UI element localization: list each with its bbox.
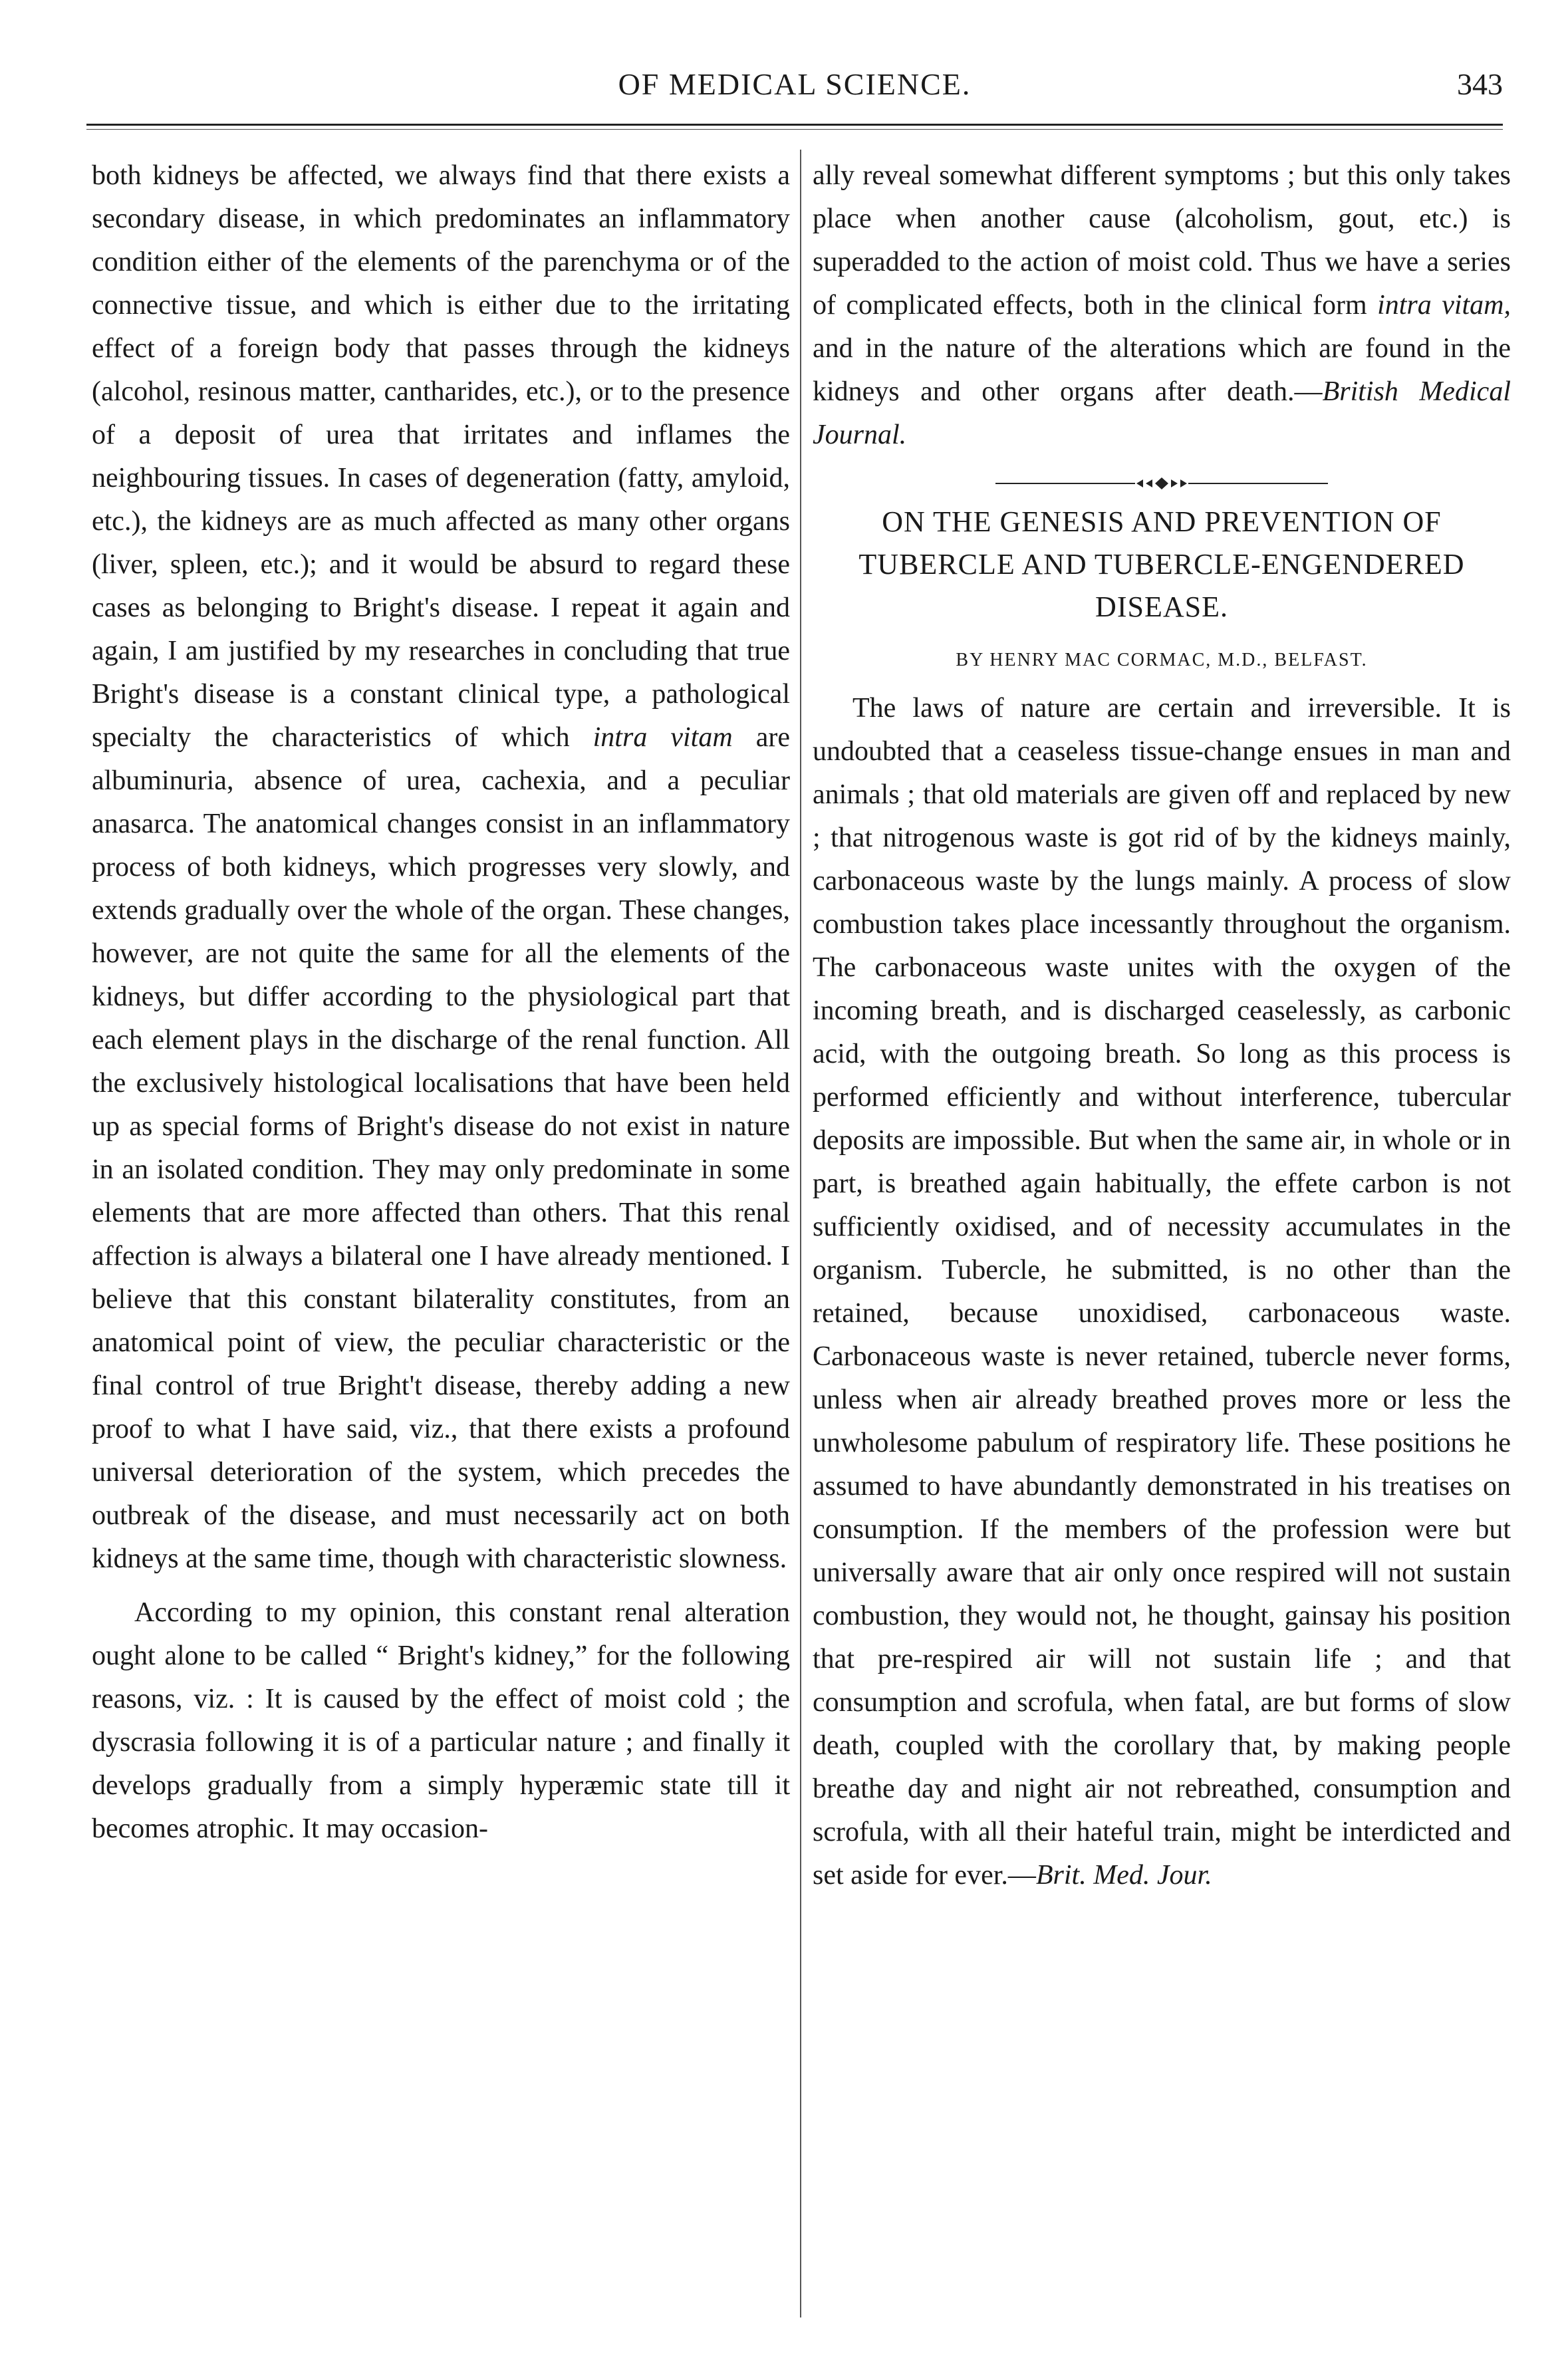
left-paragraph-1 <box>92 154 790 1581</box>
article-body-text: The laws of nature are certain and irreversible. It is undoubted that a ceaseless tissue-change ensues in man and animals ; that old materials are given off and replaced by new ; that nitrogenous waste is got rid of by the kidneys mainly, carbonaceous waste by the lungs mainly. A process of slow combustion takes place incessantly throughout the organism. The carbonaceous waste unites with the oxygen of the incoming breath, and is discharged ceaselessly, as carbonic acid, with the outgoing breath. So long as this process is performed efficiently and without interference, tubercular deposits are impossible. But when the same air, in whole or in part, is breathed again habitually, the effete carbon is not sufficiently oxidised, and of necessity accumulates in the organism. Tubercle, he submitted, is no other than the retained, because unoxidised, carbonaceous waste. Carbonaceous waste is never retained, tubercle never forms, unless when air already breathed proves more or less the unwholesome pabulum of respiratory life. These positions he assumed to have abundantly demonstrated in his treatises on consumption. If the members of the profession were but universally aware that air only once respired will not sustain combustion, they would not, he thought, gainsay his position that pre-respired air will not sustain life ; and that consumption and scrofula, when fatal, are but forms of slow death, coupled with the corollary that, by making people breathe day and night air not rebreathed, consumption and scrofula, with all their hateful train, might be interdicted and set aside for ever.— <box>813 693 1511 1891</box>
left-paragraph-2: According to my opinion, this constant renal alteration ought alone to be called “ Bright's kidney,” for the following reasons, viz. : It is caused by the effect of moist cold ; the dyscrasia following it is of a particular nature ; and finally it develops gradually from a simply hyperæmic state till it becomes atrophic. It may occasion- <box>92 1597 790 1844</box>
right-continuation-text: ally reveal somewhat different symptoms ; but this only takes place when another cause (alcoholism, gout, etc.) is superadded to the action of moist cold. Thus we have a series of complicated effects, both in the clinical form <box>813 160 1511 321</box>
section-ornament <box>813 463 1511 483</box>
left-paragraph-1-text: both kidneys be affected, we always find that there exists a secondary disease, in which predominates an inflammatory condition either of the elements of the parenchyma or of the connective tissue, and which is either due to the irritating effect of a foreign body that passes through the kidneys (alcohol, resinous matter, cantharides, etc.), or to the presence of a deposit of urea that irritates and inflames the neighbouring tissues. In cases of degeneration (fatty, amyloid, etc.), the kidneys are as much affected as many other organs (liver, spleen, etc.); and it would be absurd to regard these cases as belonging to Bright's disease. I repeat it again and again, I am justified by my researches in concluding that true Bright's disease is a constant clinical type, a pathological specialty the characteristics of which <box>92 160 790 753</box>
right-continuation <box>813 154 1511 457</box>
running-head <box>86 66 1503 126</box>
page-number: 343 <box>1457 67 1503 101</box>
right-continuation-cont: and in the nature of the alterations which are found in the kidneys and other organs after death.— <box>813 333 1511 407</box>
right-continuation-source: British Medical Journal. <box>813 376 1511 450</box>
header-rule <box>86 124 1503 126</box>
article-body-source: Brit. Med. Jour. <box>1035 1860 1212 1891</box>
left-paragraph-1-italic: intra vitam <box>592 722 733 753</box>
header-rule-thin <box>86 129 1503 130</box>
article-byline: BY HENRY MAC CORMAC, M.D., BELFAST. <box>956 650 1368 670</box>
right-column <box>813 154 1511 1897</box>
running-title: OF MEDICAL SCIENCE. <box>618 67 972 101</box>
article-body <box>813 687 1511 1897</box>
column-divider <box>800 150 801 2317</box>
right-continuation-italic: intra vitam, <box>1377 290 1511 321</box>
left-paragraph-1-cont: are albuminuria, absence of urea, cachexia, and a peculiar anasarca. The anatomical changes consist in an inflammatory process of both kidneys, which progresses very slowly, and extends gradually over the whole of the organ. These changes, however, are not quite the same for all the elements of the kidneys, but differ according to the physiological part that each element plays in the discharge of the renal function. All the exclusively histological localisations that have been held up as special forms of Bright's disease do not exist in nature in an isolated condition. They may only predominate in some elements that are more affected than others. That this renal affection is always a bilateral one I have already mentioned. I believe that this constant bilaterality constitutes, from an anatomical point of view, the peculiar characteristic or the final control of true Bright't disease, thereby adding a new proof to what I have said, viz., that there exists a profound universal deterioration of the system, which precedes the outbreak of the disease, and must necessarily act on both kidneys at the same time, though with characteristic slowness. <box>92 722 791 1574</box>
left-column <box>92 154 790 1851</box>
article-title: ON THE GENESIS AND PREVENTION OF TUBERCLE AND TUBERCLE-ENGENDERED DISEASE. <box>858 505 1465 623</box>
ornament-divider-icon <box>995 473 1328 493</box>
